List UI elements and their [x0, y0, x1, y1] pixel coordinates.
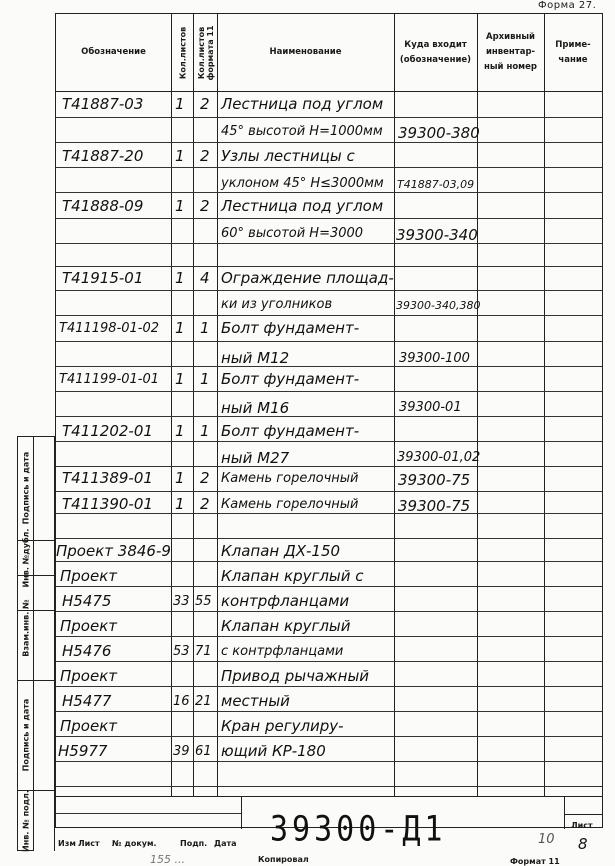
row-line	[56, 561, 602, 562]
row-name: 60° высотой H=3000	[221, 226, 364, 241]
row-where-used: 39300-340	[396, 226, 478, 244]
row-line	[56, 441, 602, 442]
row-line	[56, 218, 602, 219]
sheet-number: 8	[578, 835, 588, 853]
row-name: с контрфланцами	[221, 644, 344, 659]
row-designation: Т411199-01-01	[59, 372, 160, 387]
row-line	[56, 736, 602, 737]
row-name: ющий КР-180	[221, 742, 326, 760]
row-designation: Проект	[60, 567, 118, 585]
row-designation: Т41887-20	[62, 147, 144, 165]
row-qty-format: 2	[200, 469, 210, 487]
row-where-used: 39300-75	[398, 471, 471, 489]
row-name: ный М27	[221, 449, 290, 467]
row-line	[56, 711, 602, 712]
row-qty-format: 55	[195, 594, 212, 609]
header-sheet-count: Кол.листов	[178, 26, 188, 79]
row-name: местный	[221, 692, 290, 710]
strip-vzam-inv: Взам.инв. №	[21, 598, 30, 657]
row-name: контрфланцами	[221, 592, 350, 610]
row-line	[56, 142, 602, 143]
col-line	[544, 14, 545, 797]
row-designation: Т41915-01	[62, 269, 144, 287]
row-name: Болт фундамент-	[221, 370, 360, 388]
row-line	[56, 491, 602, 492]
row-line	[56, 243, 602, 244]
row-qty-format: 21	[195, 694, 212, 709]
row-designation: Проект 3846-9	[56, 542, 171, 560]
row-name: ный М12	[221, 349, 290, 367]
row-line	[56, 636, 602, 637]
row-qty: 39	[173, 744, 190, 759]
row-qty: 1	[175, 422, 185, 440]
row-designation: Т41887-03	[62, 95, 144, 113]
page-handwritten: 10	[538, 832, 555, 847]
row-qty: 1	[175, 269, 185, 287]
row-qty: 53	[173, 644, 190, 659]
strip-inv-podl: Инв. № подл.	[21, 789, 30, 852]
row-designation: Т411202-01	[62, 422, 153, 440]
row-line	[56, 416, 602, 417]
tb-list: Лист	[78, 839, 100, 848]
row-designation: Т411198-01-02	[59, 321, 160, 336]
header-name: Наименование	[269, 47, 342, 57]
header-divider	[56, 91, 602, 92]
row-designation: Н5476	[62, 642, 112, 660]
row-qty-format: 2	[200, 95, 210, 113]
row-line	[56, 391, 602, 392]
col-line	[217, 14, 218, 797]
row-name: уклоном 45° H≤3000мм	[221, 176, 384, 191]
row-qty: 1	[175, 469, 185, 487]
row-name: 45° высотой H=1000мм	[221, 124, 383, 139]
row-designation: Н5977	[58, 742, 108, 760]
form-label: Форма 27.	[538, 0, 597, 11]
row-line	[56, 586, 602, 587]
binder-strip	[34, 436, 55, 851]
row-line	[56, 538, 602, 539]
sheet-label: Лист	[571, 821, 593, 830]
row-qty: 1	[175, 319, 185, 337]
row-name: Клапан круглый	[221, 617, 351, 635]
tb-doc: № докум.	[112, 839, 157, 848]
strip-inv-dubl: Инв. №дубл.	[21, 528, 30, 587]
row-where-used: 39300-01	[399, 400, 462, 415]
row-where-used: 39300-340,380	[396, 299, 481, 312]
row-designation: Т41888-09	[62, 197, 144, 215]
row-name: ки из уголников	[221, 297, 333, 312]
row-qty-format: 1	[200, 319, 210, 337]
col-line	[394, 14, 395, 797]
row-qty-format: 4	[200, 269, 210, 287]
row-designation: Проект	[60, 667, 118, 685]
row-name: Ограждение площад-	[221, 269, 394, 287]
row-designation: Т411390-01	[62, 495, 153, 513]
row-name: Узлы лестницы с	[221, 147, 355, 165]
row-line	[56, 761, 602, 762]
row-qty: 1	[175, 147, 185, 165]
row-name: Кран регулиру-	[221, 717, 344, 735]
row-line	[56, 786, 602, 787]
row-where-used: Т41887-03,09	[397, 178, 475, 191]
row-qty-format: 2	[200, 147, 210, 165]
row-designation: Т411389-01	[62, 469, 153, 487]
title-block-divider	[564, 796, 565, 829]
row-line	[56, 341, 602, 342]
row-name: Камень горелочный	[221, 497, 359, 512]
row-qty: 33	[173, 594, 190, 609]
header-sheet-count-format: Кол.листов формата 11	[197, 24, 215, 81]
header-designation: Обозначение	[81, 47, 146, 57]
tb-izm: Изм	[58, 839, 76, 848]
row-name: Клапан круглый с	[221, 567, 364, 585]
title-block-line	[56, 813, 241, 814]
row-name: Лестница под углом	[221, 95, 384, 113]
row-where-used: 39300-75	[398, 497, 471, 515]
row-qty: 16	[173, 694, 190, 709]
copied-label: Копировал	[258, 855, 309, 864]
strip-sign-date: Подпись и дата	[21, 451, 30, 525]
row-line	[56, 167, 602, 168]
title-block-divider	[241, 796, 242, 829]
row-line	[56, 466, 602, 467]
row-qty-format: 1	[200, 422, 210, 440]
row-qty-format: 61	[195, 744, 212, 759]
row-name: Камень горелочный	[221, 471, 359, 486]
title-block-line	[564, 814, 602, 815]
row-line	[56, 192, 602, 193]
col-line	[171, 14, 172, 797]
row-line	[56, 661, 602, 662]
row-where-used: 39300-380	[398, 124, 480, 142]
row-name: Клапан ДХ-150	[221, 542, 341, 560]
header-note: Приме- чание	[555, 39, 591, 65]
row-line	[56, 290, 602, 291]
row-qty: 1	[175, 95, 185, 113]
row-line	[56, 686, 602, 687]
row-line	[56, 117, 602, 118]
row-line	[56, 366, 602, 367]
format-label: Формат 11	[510, 857, 560, 866]
row-designation: Н5475	[62, 592, 112, 610]
row-where-used: 39300-100	[399, 351, 470, 366]
specification-form	[55, 13, 603, 828]
row-qty: 1	[175, 370, 185, 388]
row-where-used: 39300-01,02	[397, 450, 481, 465]
col-line	[193, 14, 194, 797]
row-name: ный М16	[221, 399, 290, 417]
row-qty: 1	[175, 495, 185, 513]
row-designation: Проект	[60, 617, 118, 635]
tb-podp: Подп.	[180, 839, 208, 848]
row-qty: 1	[175, 197, 185, 215]
row-line	[56, 315, 602, 316]
row-name: Болт фундамент-	[221, 319, 360, 337]
row-qty-format: 1	[200, 370, 210, 388]
title-block-top	[241, 796, 602, 797]
header-where-used: Куда входит (обозначение)	[399, 39, 472, 65]
row-line	[56, 611, 602, 612]
row-name: Привод рычажный	[221, 667, 370, 685]
strip-sign-date-2: Подпись и дата	[21, 698, 30, 772]
row-designation: Н5477	[62, 692, 112, 710]
row-designation: Проект	[60, 717, 118, 735]
title-block-top	[56, 796, 241, 797]
row-name: Лестница под углом	[221, 197, 384, 215]
row-line	[56, 513, 602, 514]
row-qty-format: 2	[200, 197, 210, 215]
header-archive-number: Архивный инвентар- ный номер	[484, 32, 537, 72]
row-line	[56, 266, 602, 267]
row-qty-format: 71	[195, 644, 212, 659]
document-number: 39300-Д1	[270, 809, 447, 850]
row-qty-format: 2	[200, 495, 210, 513]
scrap-mark: 155 ...	[150, 853, 185, 866]
row-name: Болт фундамент-	[221, 422, 360, 440]
tb-data: Дата	[214, 839, 237, 848]
